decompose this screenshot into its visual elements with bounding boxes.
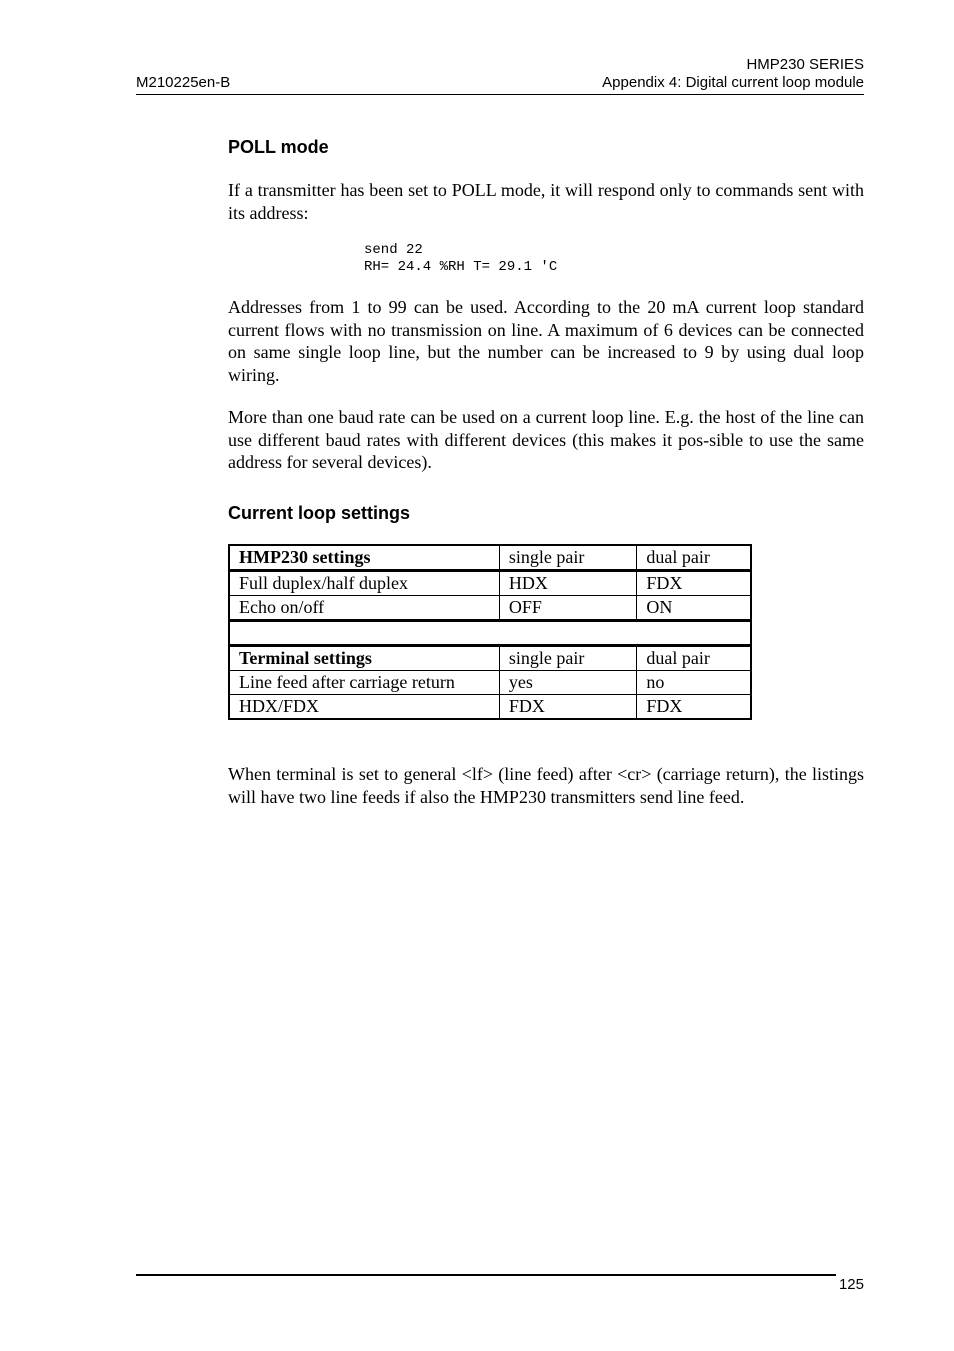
table-cell: HMP230 settings <box>229 545 499 571</box>
table-cell: OFF <box>499 596 636 621</box>
code-line: send 22 <box>364 242 423 258</box>
table-cell: FDX <box>637 571 751 596</box>
table-header-row <box>229 545 751 571</box>
table-header-row <box>229 646 751 671</box>
current-loop-settings-heading: Current loop settings <box>228 503 411 523</box>
table-cell: HDX/FDX <box>229 695 499 720</box>
table-cell: yes <box>499 671 636 695</box>
table-row <box>229 695 751 720</box>
baud-rate-paragraph: More than one baud rate can be used on a current loop line. E.g. the host of the line can use different baud rates with different devices (this makes it pos-sible to use the same address for several devices). <box>228 407 864 473</box>
table-cell: Echo on/off <box>229 596 499 621</box>
table-cell: HDX <box>499 571 636 596</box>
footer-divider <box>136 1274 836 1276</box>
table-row <box>229 596 751 621</box>
table-cell: single pair <box>499 646 636 671</box>
code-line: RH= 24.4 %RH T= 29.1 'C <box>364 259 558 275</box>
closing-paragraph: When terminal is set to general <lf> (line feed) after <cr> (carriage return), the listings will have two line feeds if also the HMP230 transmitters send line feed. <box>228 764 864 807</box>
table-cell: Full duplex/half duplex <box>229 571 499 596</box>
table-cell: dual pair <box>637 646 751 671</box>
header-series: HMP230 SERIES <box>746 56 864 73</box>
table-cell: Terminal settings <box>229 646 499 671</box>
table-spacer-cell <box>229 621 751 646</box>
table-cell: no <box>637 671 751 695</box>
header-divider <box>136 94 864 95</box>
table-row <box>229 571 751 596</box>
header-doc-id: M210225en-B <box>136 74 231 91</box>
poll-intro-paragraph: If a transmitter has been set to POLL mode, it will respond only to commands sent with its address: <box>228 180 864 223</box>
table-spacer-row <box>229 621 751 646</box>
table-cell: single pair <box>499 545 636 571</box>
page-number: 125 <box>838 1276 864 1293</box>
table-cell: FDX <box>637 695 751 720</box>
settings-table <box>228 544 752 720</box>
table-cell: Line feed after carriage return <box>229 671 499 695</box>
table-cell: dual pair <box>637 545 751 571</box>
table-cell: ON <box>637 596 751 621</box>
table-row <box>229 671 751 695</box>
table-cell: FDX <box>499 695 636 720</box>
header-appendix-title: Appendix 4: Digital current loop module <box>602 74 864 91</box>
addresses-paragraph: Addresses from 1 to 99 can be used. According to the 20 mA current loop standard current flows with no transmission on line. A maximum of 6 devices can be connected on same single loop line, but the number can be increased to 9 by using dual loop wiring. <box>228 297 864 386</box>
poll-mode-heading: POLL mode <box>228 137 329 157</box>
